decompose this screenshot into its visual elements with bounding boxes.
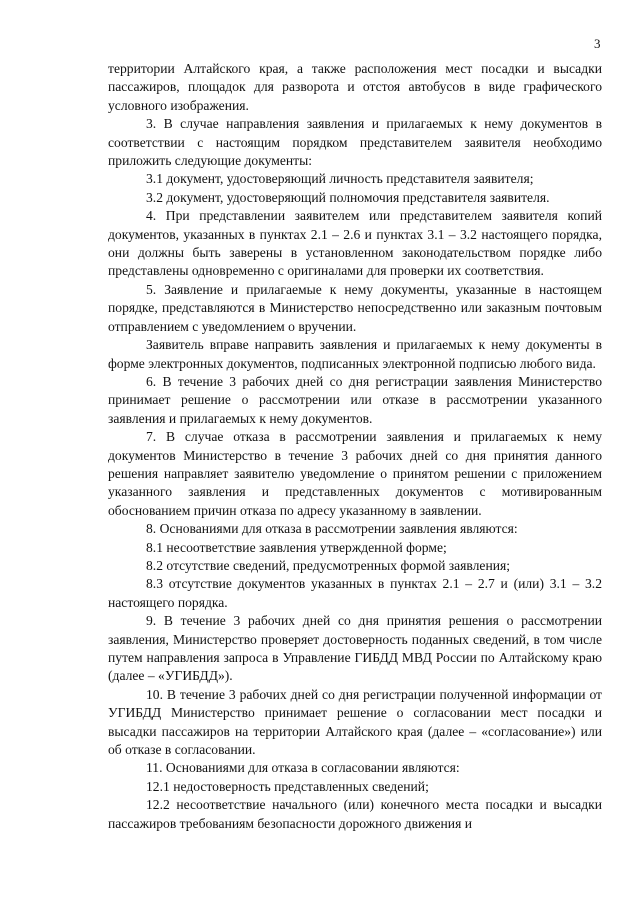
paragraph-5: 5. Заявление и прилагаемые к нему документы, указанные в настоящем порядке, представляются в Министерство непосредственно или заказным почтовым отправлением с уведомлением о вручении.	[108, 281, 602, 334]
paragraph-8-1: 8.1 несоответствие заявления утвержденной форме;	[146, 539, 447, 555]
paragraph-8: 8. Основаниями для отказа в рассмотрении заявления являются:	[146, 521, 518, 537]
paragraph-12-1: 12.1 недостоверность представленных сведений;	[146, 778, 429, 794]
paragraph-8-3: 8.3 отсутствие документов указанных в пунктах 2.1 – 2.7 и (или) 3.1 – 3.2 настоящего порядка.	[108, 576, 602, 610]
paragraph-11: 11. Основаниями для отказа в согласовании являются:	[146, 760, 460, 776]
paragraph-3-2: 3.2 документ, удостоверяющий полномочия представителя заявителя.	[146, 189, 550, 205]
document-body	[108, 60, 602, 833]
paragraph-9: 9. В течение 3 рабочих дней со дня принятия решения о рассмотрении заявления, Министерство проверяет достоверность поданных сведений, в том числе путем направления запроса в Управление ГИБДД МВД России по Алтайскому краю (далее – «УГИБДД»).	[108, 613, 602, 684]
paragraph-3: 3. В случае направления заявления и прилагаемых к нему документов в соответствии с настоящим порядком представителем заявителя необходимо приложить следующие документы:	[108, 116, 602, 169]
paragraph-10: 10. В течение 3 рабочих дней со дня регистрации полученной информации от УГИБДД Министерство принимает решение о согласовании мест посадки и высадки пассажиров на территории Алтайского края (далее – «согласование») или об отказе в согласовании.	[108, 686, 602, 758]
paragraph-12-2: 12.2 несоответствие начального (или) конечного места посадки и высадки пассажиров требованиям безопасности дорожного движения и	[108, 797, 602, 831]
paragraph-7: 7. В случае отказа в рассмотрении заявления и прилагаемых к нему документов Министерство в течение 3 рабочих дней со дня принятия данного решения направляет заявителю уведомление о принятом решении с приложением указанного заявления и представленных документов с мотивированным обоснованием причин отказа по адресу указанному в заявлении.	[108, 429, 602, 518]
paragraph-4: 4. При представлении заявителем или представителем заявителя копий документов, указанных в пунктах 2.1 – 2.6 и пунктах 3.1 – 3.2 настоящего порядка, они должны быть заверены в установленном законодательством порядке либо представлены одновременно с оригиналами для проверки их соответствия.	[108, 208, 602, 279]
page-number: 3	[594, 36, 601, 51]
paragraph-continuation: территории Алтайского края, а также расположения мест посадки и высадки пассажиров, площадок для разворота и отстоя автобусов в виде графического условного изображения.	[108, 61, 602, 113]
paragraph-5-electronic: Заявитель вправе направить заявления и прилагаемых к нему документы в форме электронных документов, подписанных электронной подписью любого вида.	[108, 337, 602, 371]
paragraph-8-2: 8.2 отсутствие сведений, предусмотренных формой заявления;	[146, 557, 511, 573]
paragraph-6: 6. В течение 3 рабочих дней со дня регистрации заявления Министерство принимает решение о рассмотрении или отказе в рассмотрении указанного заявления и прилагаемых к нему документов.	[108, 373, 602, 426]
paragraph-3-1: 3.1 документ, удостоверяющий личность представителя заявителя;	[146, 171, 534, 187]
